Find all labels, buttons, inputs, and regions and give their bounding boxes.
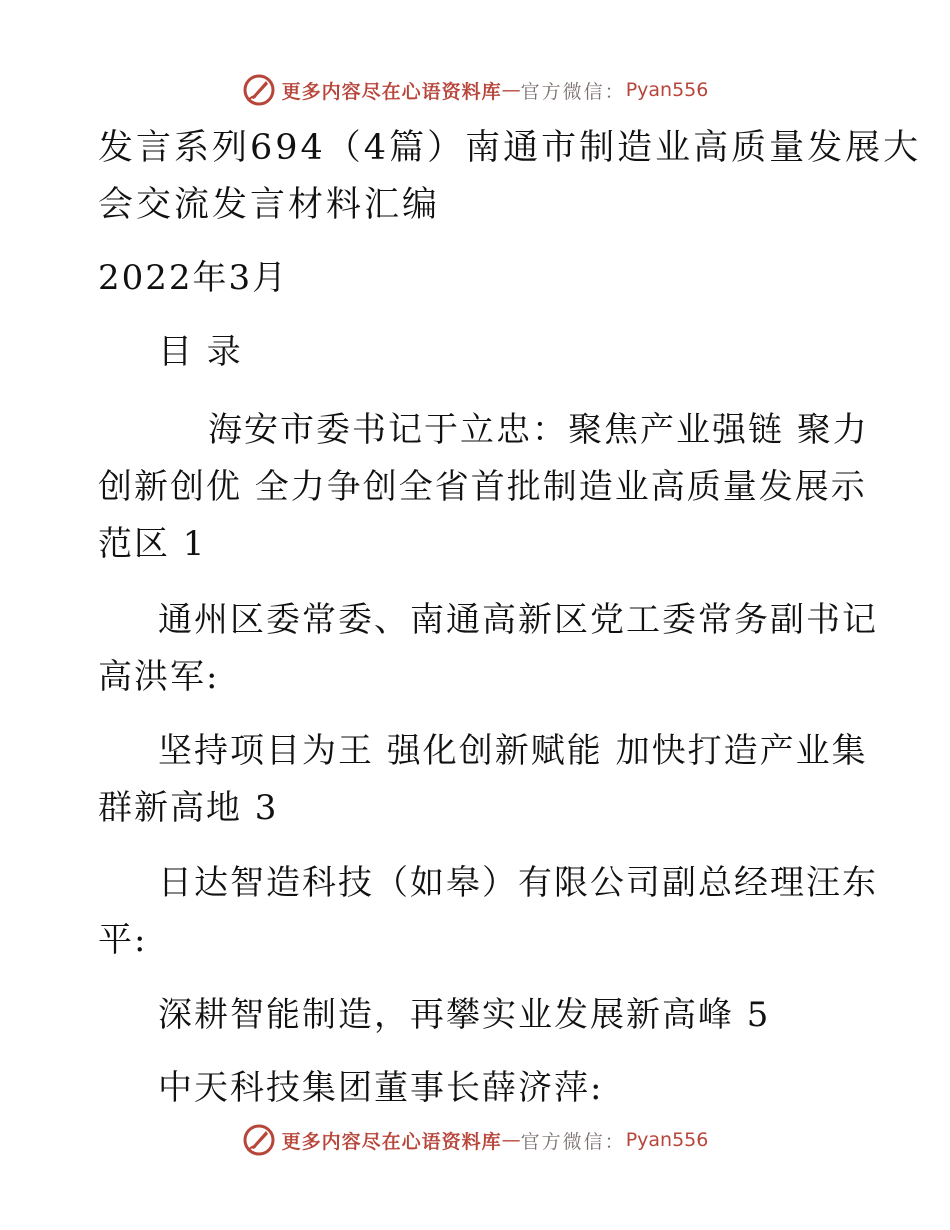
toc-entry-line: 平: <box>98 920 148 960</box>
quill-seal-icon <box>242 73 276 107</box>
watermark-site-text: 更多内容尽在心语资料库 <box>281 80 502 103</box>
watermark-wechat-label: 官方微信： <box>520 1130 626 1153</box>
quill-seal-icon <box>242 1123 276 1157</box>
toc-entry-line: 深耕智能制造，再攀实业发展新高峰 5 <box>158 995 771 1035</box>
toc-entry-line: 海安市委书记于立忠：聚焦产业强链 聚力 <box>208 410 869 450</box>
toc-entry-line: 高洪军: <box>98 657 220 697</box>
toc-entry-line: 群新高地 3 <box>98 788 279 828</box>
toc-entry-line: 创新创优 全力争创全省首批制造业高质量发展示 <box>98 467 867 507</box>
watermark-wechat-handle: Pyan556 <box>625 1129 709 1151</box>
watermark-wechat-label: 官方微信： <box>520 80 626 103</box>
toc-entry-line: 中天科技集团董事长薛济萍: <box>158 1068 604 1108</box>
document-title-line-2: 会交流发言材料汇编 <box>98 185 441 225</box>
watermark-wechat-handle: Pyan556 <box>625 79 709 101</box>
toc-entry-line: 通州区委常委、南通高新区党工委常务副书记 <box>158 600 878 640</box>
document-title-line-1: 发言系列694（4篇）南通市制造业高质量发展大 <box>98 128 922 168</box>
toc-entry-line: 范区 1 <box>98 524 207 564</box>
watermark-dash: — <box>501 79 521 101</box>
toc-heading: 目 录 <box>158 332 243 372</box>
document-date: 2022年3月 <box>98 258 289 298</box>
watermark-banner-bottom <box>0 1118 950 1162</box>
watermark-banner-top <box>0 68 950 112</box>
watermark-dash: — <box>501 1129 521 1151</box>
watermark-site-text: 更多内容尽在心语资料库 <box>281 1130 502 1153</box>
toc-entry-line: 日达智造科技（如皋）有限公司副总经理汪东 <box>158 863 878 903</box>
toc-entry-line: 坚持项目为王 强化创新赋能 加快打造产业集 <box>158 731 868 771</box>
